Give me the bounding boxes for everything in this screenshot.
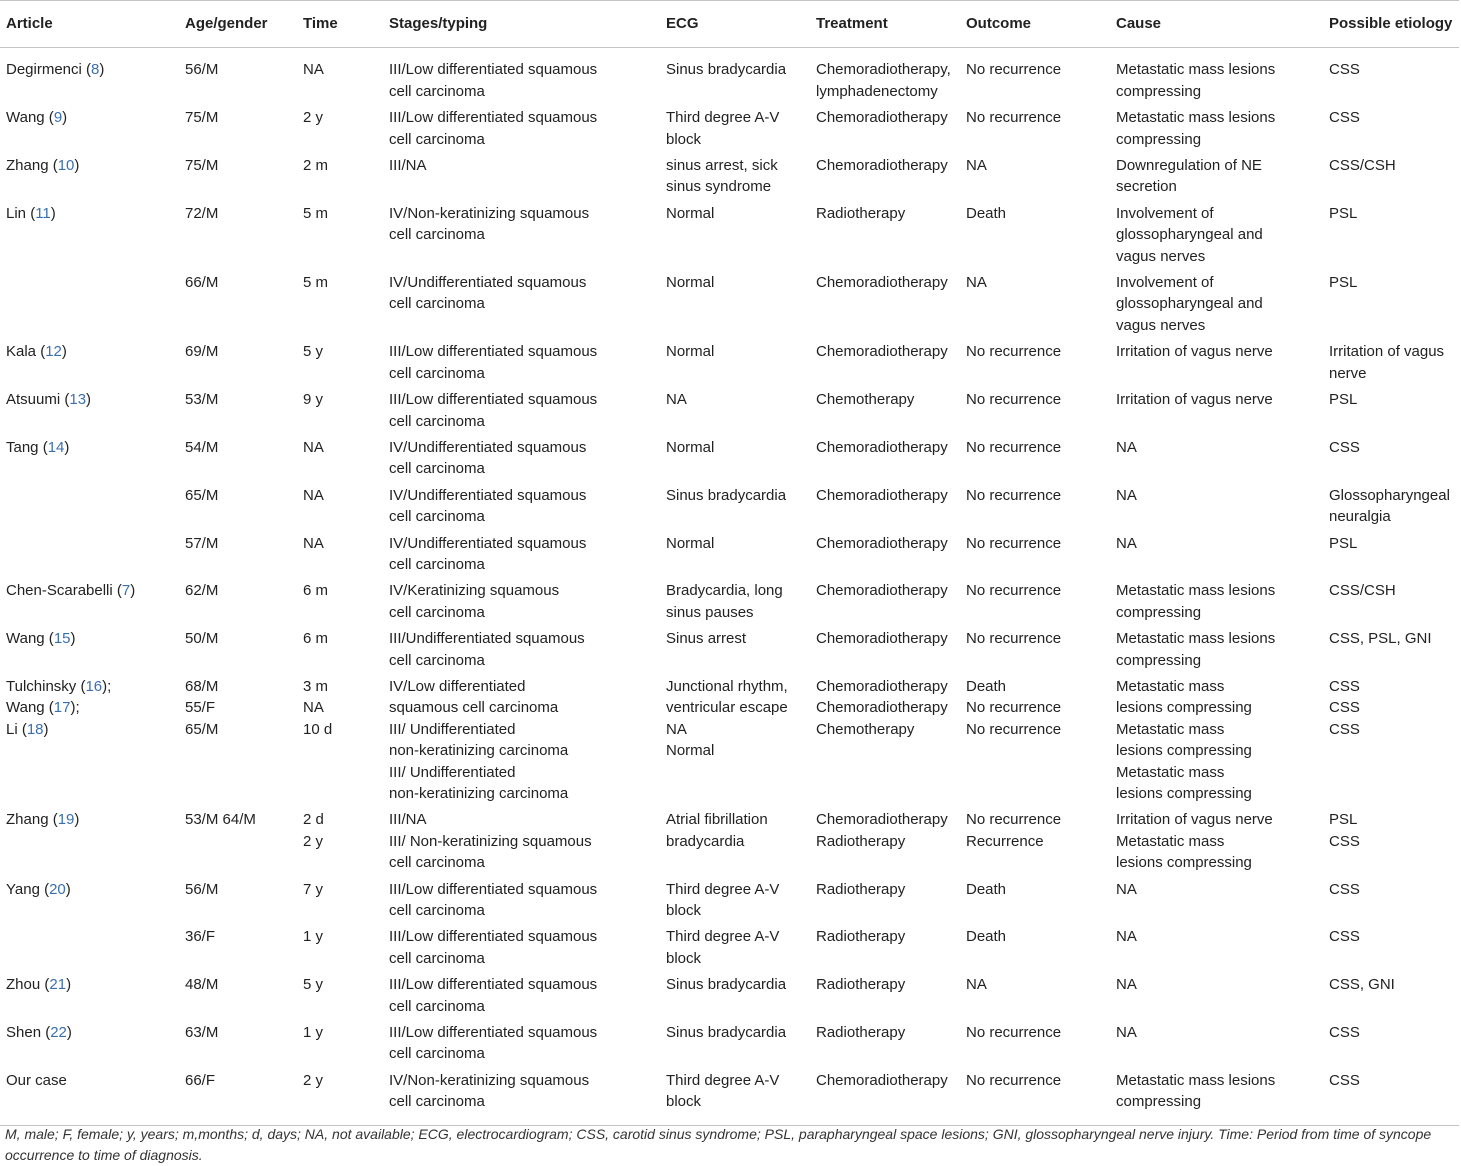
table-footnote: M, male; F, female; y, years; m,months; d, days; NA, not available; ECG, electrocardiogram; CSS, carotid sinus syndrome; PSL, parapharyngeal space lesions; GNI, glossopharyngeal nerve injury. Time: Period from time of syncope occurrence to time of diagnosis. [5, 1126, 1432, 1163]
cell-ecg: Sinus bradycardia [666, 486, 787, 504]
reference-link[interactable]: 19 [57, 811, 75, 829]
cell-stages-typing: III/NA [389, 157, 427, 175]
header-treatment: Treatment [810, 1, 960, 48]
cell-treatment: Chemoradiotherapy [816, 274, 948, 292]
cell-time: 1 y [303, 1024, 324, 1042]
cell-age-gender: 66/M [185, 274, 219, 292]
cell-ecg: Normal [666, 438, 715, 456]
cell-possible-etiology: CSS [1329, 438, 1360, 456]
cell-outcome: No recurrence [966, 61, 1062, 79]
cell-age-gender: 36/F [185, 928, 216, 946]
cell-stages-typing: III/NA III/ Non-keratinizing squamous cell carcinoma [389, 811, 592, 872]
cell-outcome: Death [966, 880, 1007, 898]
cell-age-gender: 53/M 64/M [185, 811, 256, 829]
table-row [0, 389, 1459, 437]
cell-possible-etiology: CSS, GNI [1329, 976, 1395, 994]
cell-article [0, 676, 179, 809]
table-row [0, 203, 1459, 272]
cell-ecg: Bradycardia, long sinus pauses [666, 582, 783, 621]
cell-possible-etiology: CSS/CSH [1329, 582, 1396, 600]
article-author: Shen [6, 1024, 42, 1042]
cell-possible-etiology: CSS [1329, 61, 1360, 79]
cell-stages-typing: IV/Undifferentiated squamous cell carcinoma [389, 534, 587, 573]
article-author: Li ( [6, 720, 27, 738]
cell-article: Atsuumi (13) [6, 391, 92, 409]
cell-stages-typing: III/Low differentiated squamous cell carcinoma [389, 61, 598, 100]
cell-cause: Irritation of vagus nerve [1116, 391, 1273, 409]
table-row [0, 155, 1459, 203]
cell-age-gender: 56/M [185, 880, 219, 898]
header-cause: Cause [1110, 1, 1323, 48]
reference-link[interactable]: 16 [85, 677, 103, 695]
cell-article: Yang (20) [6, 880, 71, 898]
cell-article: Shen (22) [6, 1024, 72, 1042]
cell-possible-etiology: PSL [1329, 204, 1358, 222]
cell-outcome: NA [966, 157, 987, 175]
article-author: Wang [6, 109, 45, 127]
article-author: Kala [6, 343, 37, 361]
cell-age-gender: 69/M [185, 343, 219, 361]
cell-treatment: Chemoradiotherapy [816, 630, 948, 648]
cell-treatment: Chemoradiotherapy [810, 1070, 960, 1125]
cell-outcome: No recurrence [960, 1070, 1110, 1125]
cell-possible-etiology: Irritation of vagus nerve [1329, 343, 1445, 382]
cell-article: Wang (9) [6, 109, 68, 127]
cell-ecg: Junctional rhythm, ventricular escape NA Normal [666, 677, 788, 760]
cell-ecg: Sinus bradycardia [666, 976, 787, 994]
cell-cause: NA [1116, 1024, 1137, 1042]
cell-article: Degirmenci (8) [6, 61, 105, 79]
cell-stages-typing: IV/Low differentiated squamous cell carcinoma III/ Undifferentiated non-keratinizing carcinoma III/ Undifferentiated non-keratinizing carcinoma [389, 677, 569, 802]
cell-cause: Involvement of glossopharyngeal and vagus nerves [1116, 204, 1263, 265]
article-author: Atsuumi [6, 391, 61, 409]
cell-cause: Metastatic mass lesions compressing [1116, 61, 1276, 100]
cell-possible-etiology: PSL [1329, 274, 1358, 292]
article-author: Lin [6, 204, 27, 222]
cell-outcome: No recurrence [966, 582, 1062, 600]
table-row [0, 48, 1459, 107]
cell-possible-etiology: PSL [1329, 534, 1358, 552]
article-punct: ); [102, 677, 112, 695]
table-row [0, 974, 1459, 1022]
cell-treatment: Chemoradiotherapy, lymphadenectomy [816, 61, 951, 100]
cell-cause: NA [1116, 438, 1137, 456]
article-author: Zhang [6, 157, 49, 175]
table-row [0, 879, 1459, 927]
cell-time: NA [303, 486, 324, 504]
article-author: Zhang [6, 811, 49, 829]
header-age-gender: Age/gender [179, 1, 297, 48]
header-possible-etiology: Possible etiology [1323, 1, 1459, 48]
cell-article: Zhang (19) [6, 811, 80, 829]
cell-cause: Metastatic mass lesions compressing Metastatic mass lesions compressing Metastatic mass lesions compressing [1116, 677, 1252, 802]
cell-stages-typing: IV/Undifferentiated squamous cell carcinoma [389, 438, 587, 478]
reference-link[interactable]: 9 [53, 109, 63, 127]
cell-time: 6 m [303, 582, 329, 600]
cell-outcome: No recurrence [966, 486, 1062, 504]
reference-link[interactable]: 8 [91, 61, 100, 79]
cell-treatment: Chemoradiotherapy Chemoradiotherapy Chemotherapy [816, 677, 948, 738]
cell-treatment: Chemoradiotherapy [816, 109, 948, 127]
table-row [0, 1022, 1459, 1070]
cell-age-gender: 75/M [185, 109, 219, 127]
cell-ecg: Third degree A-V block [666, 109, 780, 148]
reference-link[interactable]: 17 [53, 699, 71, 717]
cell-treatment: Radiotherapy [816, 204, 906, 222]
cell-treatment: Radiotherapy [816, 928, 906, 946]
cell-ecg: Normal [666, 274, 715, 292]
article-punct: ); [70, 699, 80, 717]
cell-ecg: Atrial fibrillation bradycardia [666, 811, 768, 850]
cell-possible-etiology: Glossopharyngeal neuralgia [1329, 486, 1450, 526]
cell-age-gender: 72/M [185, 204, 219, 222]
article-author: Tang [6, 438, 39, 456]
cell-cause: NA [1116, 534, 1137, 552]
article-author: Wang [6, 630, 45, 648]
cell-treatment: Chemoradiotherapy [816, 343, 948, 361]
cell-ecg: Normal [666, 204, 715, 222]
header-ecg: ECG [660, 1, 810, 48]
cell-age-gender: 62/M [185, 582, 219, 600]
table-row [0, 1070, 1459, 1125]
cell-time: 5 y [303, 976, 324, 994]
cell-stages-typing: III/Low differentiated squamous cell carcinoma [389, 1024, 598, 1063]
cell-outcome: No recurrence [966, 534, 1062, 552]
cell-age-gender: 57/M [185, 534, 219, 552]
cell-possible-etiology: PSL CSS [1329, 811, 1360, 850]
cell-time: 1 y [303, 928, 324, 946]
cell-age-gender: 63/M [185, 1024, 219, 1042]
cell-stages-typing: IV/Undifferentiated squamous cell carcinoma [389, 274, 587, 313]
cell-stages-typing: IV/Keratinizing squamous cell carcinoma [389, 582, 560, 621]
cell-ecg: Sinus bradycardia [666, 1024, 787, 1042]
cell-possible-etiology: CSS [1329, 880, 1360, 898]
header-outcome: Outcome [960, 1, 1110, 48]
cell-treatment: Chemoradiotherapy [816, 486, 948, 504]
table-row [0, 437, 1459, 485]
cell-treatment: Chemoradiotherapy Radiotherapy [816, 811, 948, 850]
cell-time: 2 d 2 y [303, 811, 324, 850]
cell-treatment: Chemotherapy [816, 391, 915, 409]
article-author: Zhou [6, 976, 41, 994]
cell-time: 2 y [297, 1070, 383, 1125]
cell-time: 2 y [303, 109, 324, 127]
cell-treatment: Chemoradiotherapy [816, 438, 948, 456]
cell-possible-etiology: CSS, PSL, GNI [1329, 630, 1432, 648]
cell-article: Zhou (21) [6, 976, 72, 994]
cell-article [0, 926, 179, 974]
cell-ecg: Normal [666, 534, 715, 552]
cell-article [0, 1070, 179, 1125]
header-stages-typing: Stages/typing [383, 1, 660, 48]
cell-treatment: Radiotherapy [816, 976, 906, 994]
cell-age-gender: 75/M [185, 157, 219, 175]
cell-time: 2 m [303, 157, 329, 175]
cell-time: NA [303, 534, 324, 552]
article-author: Chen-Scarabelli [6, 582, 113, 600]
cell-article: Kala (12) [6, 343, 67, 361]
cell-time: 6 m [303, 630, 329, 648]
cell-treatment: Chemoradiotherapy [816, 534, 948, 552]
cell-possible-etiology: CSS/CSH [1329, 157, 1396, 175]
table-row [0, 107, 1459, 155]
cell-outcome: No recurrence Recurrence [966, 811, 1062, 850]
cell-cause: Metastatic mass lesions compressing [1116, 582, 1276, 621]
cell-time: 3 m NA 10 d [303, 677, 333, 738]
cell-treatment: Radiotherapy [816, 1024, 906, 1042]
cell-cause: Irritation of vagus nerve [1116, 343, 1273, 361]
cell-time: NA [303, 438, 324, 456]
article-author: Tulchinsky ( [6, 677, 86, 695]
cell-outcome: No recurrence [966, 630, 1062, 648]
table-row [0, 809, 1459, 878]
cell-article: Chen-Scarabelli (7) [6, 582, 136, 600]
cell-outcome: NA [966, 976, 987, 994]
cell-ecg: sinus arrest, sick sinus syndrome [666, 157, 778, 196]
cell-age-gender: 50/M [185, 630, 219, 648]
cell-time: 5 m [303, 204, 329, 222]
cell-age-gender: 65/M [185, 486, 219, 504]
article-author: Yang [6, 880, 40, 898]
table-row [0, 926, 1459, 974]
table-header-row [0, 1, 1459, 48]
cell-treatment: Chemoradiotherapy [816, 582, 948, 600]
reference-link[interactable]: 20 [49, 880, 66, 898]
cell-stages-typing: IV/Non-keratinizing squamous cell carcinoma [383, 1070, 660, 1125]
cell-possible-etiology: CSS [1329, 1024, 1360, 1042]
cell-article [0, 485, 179, 533]
table-row [0, 341, 1459, 389]
cell-article: Zhang (10) [6, 157, 80, 175]
cell-cause: NA [1116, 486, 1137, 504]
cell-time: NA [303, 61, 324, 79]
article-author: Our case [6, 1071, 67, 1089]
reference-link[interactable]: 12 [45, 343, 62, 361]
cell-outcome: Death No recurrence No recurrence [966, 677, 1062, 738]
cell-ecg: Third degree A-V block [666, 928, 780, 967]
article-author: Degirmenci [6, 61, 82, 79]
cell-outcome: No recurrence [966, 391, 1062, 409]
cell-stages-typing: IV/Non-keratinizing squamous cell carcinoma [389, 204, 590, 244]
cell-age-gender: 48/M [185, 976, 219, 994]
cell-time: 5 m [303, 274, 329, 292]
cell-stages-typing: III/Low differentiated squamous cell carcinoma [389, 109, 598, 148]
table-body [0, 48, 1459, 1125]
cell-age-gender: 54/M [185, 438, 219, 456]
cell-ecg: Third degree A-V block [666, 880, 780, 920]
cell-cause: NA [1116, 880, 1137, 898]
cell-time: 7 y [303, 880, 324, 898]
cell-stages-typing: III/Low differentiated squamous cell carcinoma [389, 880, 598, 920]
cell-stages-typing: IV/Undifferentiated squamous cell carcinoma [389, 486, 587, 526]
cell-time: 9 y [303, 391, 324, 409]
table-row [0, 533, 1459, 581]
cell-ecg: Sinus bradycardia [666, 61, 787, 79]
cell-ecg: Third degree A-V block [660, 1070, 810, 1125]
cell-article [0, 272, 179, 341]
cell-outcome: No recurrence [966, 438, 1062, 456]
reference-link[interactable]: 13 [69, 391, 87, 409]
cell-cause: Involvement of glossopharyngeal and vagus nerves [1116, 274, 1263, 334]
cell-article: Wang (15) [6, 630, 76, 648]
cell-ecg: Sinus arrest [666, 630, 747, 648]
reference-link[interactable]: 22 [50, 1024, 67, 1042]
table-row [0, 580, 1459, 628]
cell-age-gender: 66/F [179, 1070, 297, 1125]
reference-link[interactable]: 14 [47, 438, 65, 456]
reference-link[interactable]: 15 [53, 630, 71, 648]
cell-age-gender: 53/M [185, 391, 219, 409]
cell-age-gender: 56/M [185, 61, 219, 79]
cell-outcome: No recurrence [966, 109, 1062, 127]
cell-treatment: Chemoradiotherapy [816, 157, 948, 175]
cell-stages-typing: III/Low differentiated squamous cell carcinoma [389, 343, 598, 382]
cell-outcome: NA [966, 274, 987, 292]
cell-cause: Metastatic mass lesions compressing [1110, 1070, 1323, 1125]
reference-link[interactable]: 11 [35, 204, 51, 222]
cell-possible-etiology: CSS CSS CSS [1329, 677, 1360, 738]
cell-cause: Downregulation of NE secretion [1116, 157, 1262, 196]
cell-cause: NA [1116, 976, 1137, 994]
cell-ecg: Normal [666, 343, 715, 361]
cell-possible-etiology: PSL [1329, 391, 1358, 409]
cell-outcome: No recurrence [966, 1024, 1062, 1042]
cell-stages-typing: III/Low differentiated squamous cell carcinoma [389, 976, 598, 1015]
cell-stages-typing: III/Low differentiated squamous cell carcinoma [389, 928, 598, 967]
cell-cause: Metastatic mass lesions compressing [1116, 109, 1276, 148]
cell-age-gender: 68/M 55/F 65/M [185, 677, 219, 738]
cell-article [0, 533, 179, 581]
cell-article: Lin (11) [6, 204, 56, 222]
reference-link[interactable]: 7 [121, 582, 131, 600]
header-article: Article [0, 1, 179, 48]
cell-cause: NA [1116, 928, 1137, 946]
article-author: Wang ( [6, 699, 54, 717]
table-row [0, 272, 1459, 341]
table-row [0, 485, 1459, 533]
cell-outcome: No recurrence [966, 343, 1062, 361]
cell-cause: Metastatic mass lesions compressing [1116, 630, 1276, 669]
header-time: Time [297, 1, 383, 48]
cell-cause: Irritation of vagus nerve Metastatic mass lesions compressing [1116, 811, 1273, 872]
reference-link[interactable]: 21 [49, 976, 67, 994]
cell-article: Tang (14) [6, 438, 70, 456]
cell-stages-typing: III/Undifferentiated squamous cell carcinoma [389, 630, 585, 669]
table-row [0, 676, 1459, 809]
reference-link[interactable]: 18 [26, 720, 44, 738]
cell-possible-etiology: CSS [1323, 1070, 1459, 1125]
cell-outcome: Death [966, 204, 1007, 222]
cell-possible-etiology: CSS [1329, 928, 1360, 946]
cell-ecg: NA [666, 391, 687, 409]
article-punct: ) [43, 720, 49, 738]
cell-treatment: Radiotherapy [816, 880, 906, 898]
cell-time: 5 y [303, 343, 324, 361]
table-row [0, 628, 1459, 676]
cell-possible-etiology: CSS [1329, 109, 1360, 127]
cell-outcome: Death [966, 928, 1007, 946]
reference-link[interactable]: 10 [57, 157, 75, 175]
cell-stages-typing: III/Low differentiated squamous cell carcinoma [389, 391, 598, 430]
